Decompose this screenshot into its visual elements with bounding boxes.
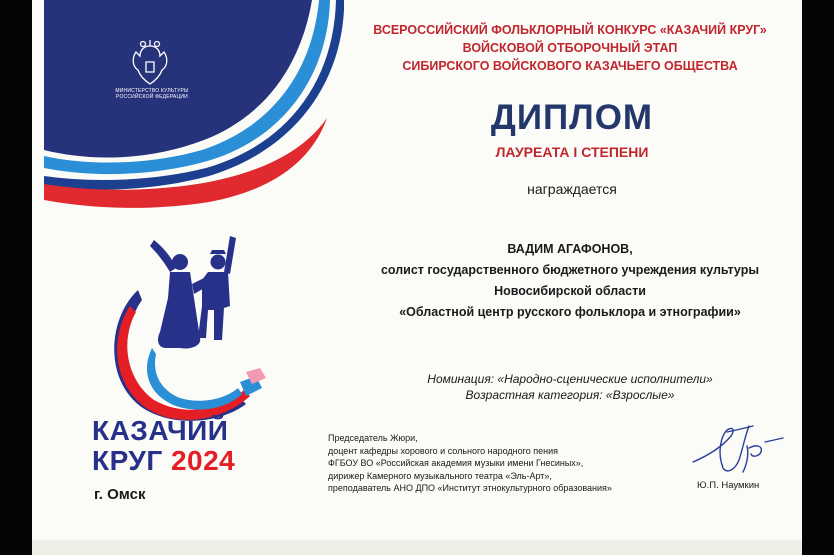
festival-logo-title: [92, 416, 262, 476]
contest-line-2: ВОЙСКОВОЙ ОТБОРОЧНЫЙ ЭТАП: [462, 41, 678, 55]
handwritten-signature-icon: [687, 418, 787, 480]
recipient-block: [350, 239, 790, 323]
recipient-position: солист государственного бюджетного учреждения культуры: [380, 263, 760, 277]
logo-year: 2024: [170, 445, 236, 476]
chairman-line-5: преподаватель АНО ДПО «Институт этнокультурного образования»: [328, 483, 612, 493]
nomination-category: Номинация: «Народно-сценические исполнители»: [427, 372, 713, 386]
age-category: Возрастная категория: «Взрослые»: [465, 388, 675, 402]
contest-title: [350, 21, 790, 75]
paper-bottom-edge: [32, 540, 802, 555]
diploma-sheet: [32, 0, 802, 540]
ministry-name: МИНИСТЕРСТВО КУЛЬТУРЫ РОССИЙСКОЙ ФЕДЕРАЦИИ: [115, 88, 189, 100]
cossack-couple-icon: [90, 228, 280, 428]
chairman-line-2: доцент кафедры хорового и сольного народного пения: [328, 445, 558, 456]
nomination-block: [350, 371, 790, 403]
recipient-name: ВАДИМ АГАФОНОВ,: [507, 242, 633, 256]
chairman-line-4: дирижер Камерного музыкального театра «Эль-Арт»,: [328, 470, 552, 481]
ministry-emblem-icon: [126, 38, 174, 88]
logo-line-1: КАЗАЧИЙ: [92, 415, 229, 446]
jury-chairman-block: [328, 432, 678, 495]
diploma-title: ДИПЛОМ: [490, 98, 654, 137]
awarded-label: награждается: [527, 181, 617, 197]
logo-word: КРУГ: [92, 445, 163, 476]
chairman-line-3: ФГБОУ ВО «Российская академия музыки имени Гнесиных»,: [328, 458, 584, 468]
recipient-region: Новосибирской области: [494, 284, 646, 298]
city-label: г. Омск: [94, 486, 146, 503]
contest-line-1: ВСЕРОССИЙСКИЙ ФОЛЬКЛОРНЫЙ КОНКУРС «КАЗАЧИЙ КРУГ»: [373, 23, 767, 37]
contest-line-3: СИБИРСКОГО ВОЙСКОВОГО КАЗАЧЬЕГО ОБЩЕСТВА: [402, 59, 738, 73]
header-ribbon-graphic: [44, 0, 344, 210]
laureate-degree: ЛАУРЕАТА I СТЕПЕНИ: [495, 144, 649, 160]
signer-name: Ю.П. Наумкин: [697, 480, 760, 491]
chairman-line-1: Председатель Жюри,: [328, 433, 418, 443]
recipient-organization: «Областной центр русского фольклора и этнографии»: [399, 305, 741, 319]
logo-line-2: [92, 446, 262, 476]
